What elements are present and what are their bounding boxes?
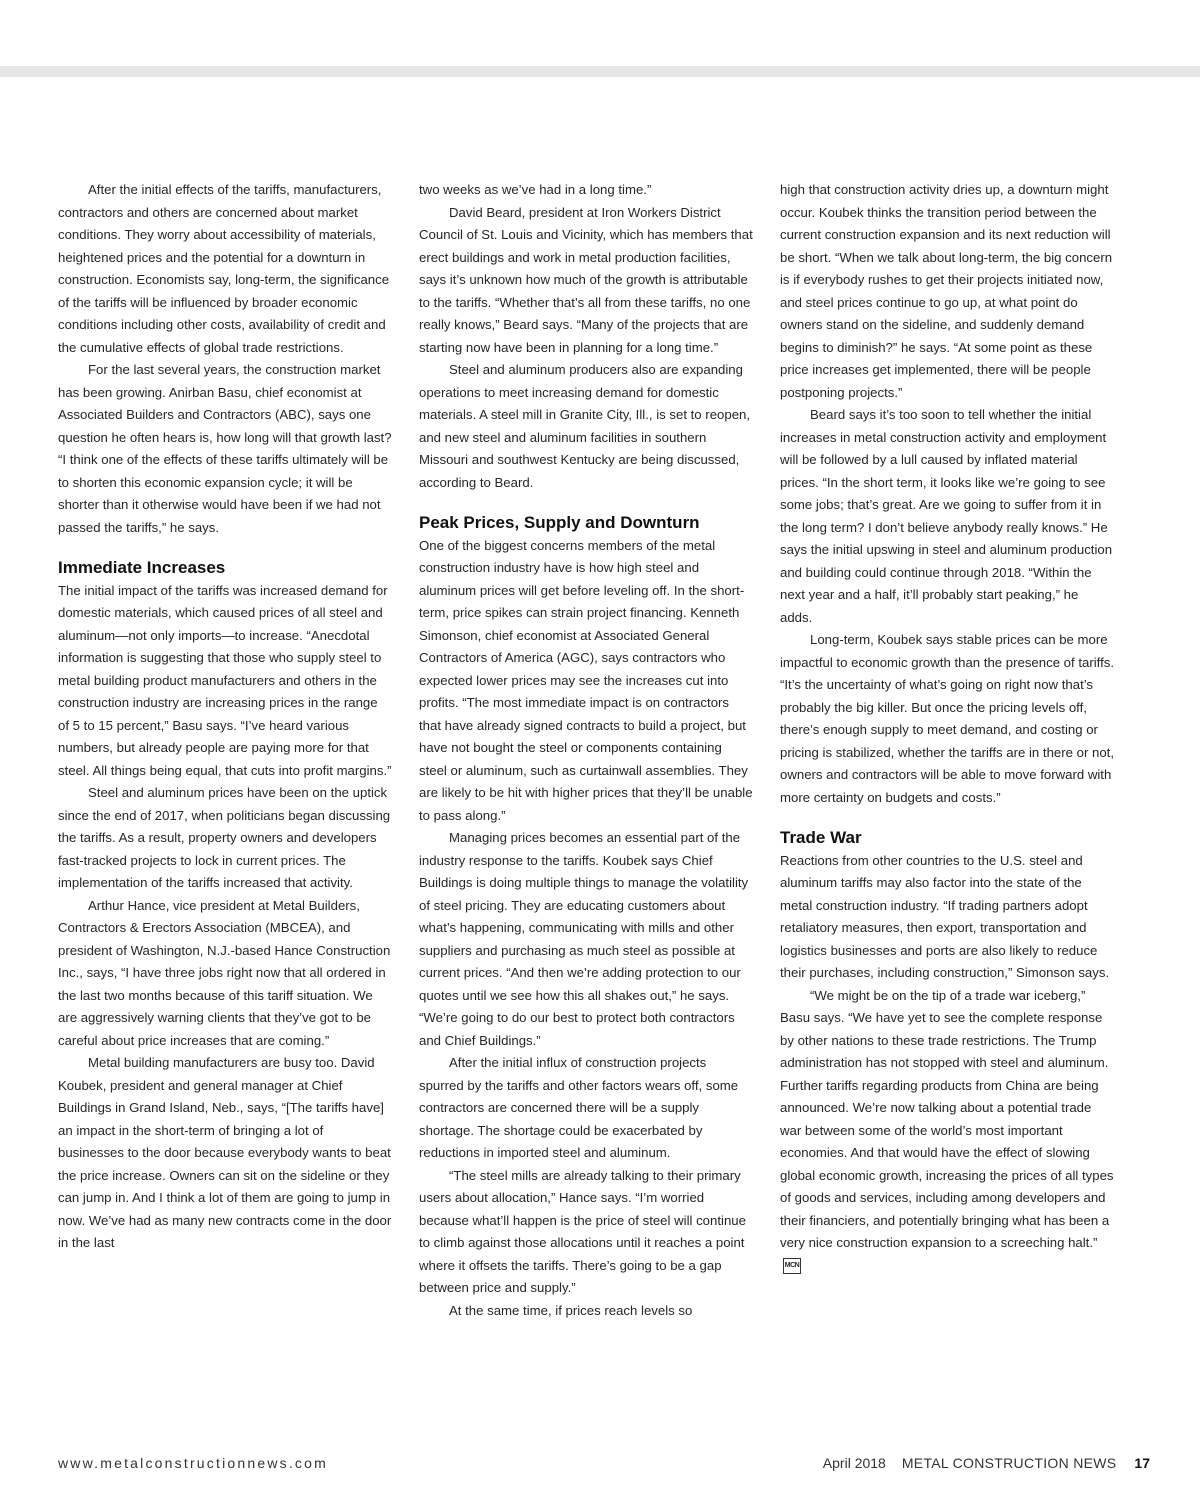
paragraph: One of the biggest concerns members of the metal construction industry have is how high steel and aluminum prices will get before leveling off. In the short-term, price spikes can strain project financing. Kenneth Simonson, chief economist at Associated General Contractors of America (AGC), says contractors who expected lower prices may see the increases cut into profits. “The most immediate impact is on contractors that have already signed contracts to build a project, but have not bought the steel or components containing steel or aluminum, such as curtainwall assemblies. They are likely to be hit with higher prices that they’ll be unable to pass along.” xyxy=(419,537,753,823)
paragraph: “The steel mills are already talking to their primary users about allocation,” Hance says. “I’m worried because what’ll happen is the price of steel will continue to climb against those allocations until it reaches a point where it offsets the tariffs. There’s going to be a gap between price and supply.” xyxy=(419,1167,746,1295)
section-heading-trade-war: Trade War xyxy=(780,828,862,847)
footer-website-url: www.metalconstructionnews.com xyxy=(58,1455,328,1471)
article-column-2 xyxy=(419,179,753,1322)
paragraph: two weeks as we’ve had in a long time.” xyxy=(419,182,652,197)
paragraph: After the initial effects of the tariffs, manufacturers, contractors and others are concerned about market conditions. They worry about accessibility of materials, heightened prices and the potential for a downturn in construction. Economists say, long-term, the significance of the tariffs will be influenced by broader economic conditions including other costs, availability of credit and the cumulative effects of global trade restrictions. xyxy=(58,182,390,355)
section-heading-immediate-increases: Immediate Increases xyxy=(58,558,226,577)
top-gray-band xyxy=(0,66,1200,77)
page-number: 17 xyxy=(1134,1455,1150,1471)
paragraph: high that construction activity dries up, a downturn might occur. Koubek thinks the transition period between the current construction expansion and its next reduction will be short. “When we talk about long-term, the big concern is if everybody rushes to get their projects initiated now, and steel prices continue to go up, at what point do owners stand on the sideline, and suddenly demand begins to diminish?” he says. “At some point as these price increases get implemented, there will be people postponing projects.” xyxy=(780,182,1113,400)
paragraph: Reactions from other countries to the U.S. steel and aluminum tariffs may also factor into the state of the metal construction industry. “If trading partners adopt retaliatory measures, then export, transportation and logistics businesses and ports are also likely to reduce their purchases, including construction,” Simonson says. xyxy=(780,852,1110,980)
section-heading-peak-prices: Peak Prices, Supply and Downturn xyxy=(419,513,700,532)
paragraph-text: “We might be on the tip of a trade war iceberg,” Basu says. “We have yet to see the complete response by other nations to these trade restrictions. The Trump administration has not stopped with steel and aluminum. Further tariffs regarding products from China are being announced. We’re now talking about a potential trade war between some of the world’s most important economies. And that would have the effect of slowing global economic growth, increasing the prices of all types of goods and services, including among developers and their financiers, and potentially bringing what has been a very nice construction expansion to a screeching halt.” xyxy=(780,987,1114,1250)
footer-publication-name: METAL CONSTRUCTION NEWS xyxy=(901,1455,1117,1471)
paragraph: Arthur Hance, vice president at Metal Builders, Contractors & Erectors Association (MBCEA), and president of Washington, N.J.-based Hance Construction Inc., says, “I have three jobs right now that all ordered in the last two months because of this tariff situation. We are aggressively warning clients that they’ve got to be careful about price increases that are coming.” xyxy=(58,897,391,1048)
paragraph: Steel and aluminum prices have been on the uptick since the end of 2017, when politicians began discussing the tariffs. As a result, property owners and developers fast-tracked projects to lock in current prices. The implementation of the tariffs increased that activity. xyxy=(58,785,391,890)
paragraph: Managing prices becomes an essential part of the industry response to the tariffs. Koubek says Chief Buildings is doing multiple things to manage the volatility of steel pricing. They are educating customers about what’s happening, communicating with mills and other suppliers and purchasing as much steel as possible at current prices. “And then we’re adding protection to our quotes until we see how this all shakes out,” he says. “We’re going to do our best to protect both contractors and Chief Buildings.” xyxy=(419,830,749,1048)
paragraph: David Beard, president at Iron Workers District Council of St. Louis and Vicinity, which has members that erect buildings and work in metal production facilities, says it’s unknown how much of the growth is attributable to the tariffs. “Whether that’s all from these tariffs, no one really knows,” Beard says. “Many of the projects that are starting now have been in planning for a long time.” xyxy=(419,204,753,355)
paragraph-final xyxy=(780,985,1114,1278)
article-column-3 xyxy=(780,179,1114,1277)
mcn-end-mark-icon: MCN xyxy=(783,1258,801,1274)
paragraph: Steel and aluminum producers also are expanding operations to meet increasing demand for domestic materials. A steel mill in Granite City, Ill., is set to reopen, and new steel and aluminum facilities in southern Missouri and southwest Kentucky are being discussed, according to Beard. xyxy=(419,362,751,490)
paragraph: For the last several years, the construction market has been growing. Anirban Basu, chief economist at Associated Builders and Contractors (ABC), says one question he often hears is, how long will that growth last? “I think one of the effects of these tariffs ultimately will be to shorten this economic expansion cycle; it will be shorter than it otherwise would have been if we had not passed the tariffs,” he says. xyxy=(58,362,392,535)
paragraph: Long-term, Koubek says stable prices can be more impactful to economic growth than the presence of tariffs. “It’s the uncertainty of what’s going on right now that’s probably the big killer. But once the pricing levels off, there’s enough supply to meet demand, and costing or pricing is stabilized, whether the tariffs are in there or not, owners and contractors will be able to move forward with more certainty on budgets and costs.” xyxy=(780,632,1115,805)
paragraph: The initial impact of the tariffs was increased demand for domestic materials, which caused prices of all steel and aluminum—not only imports—to increase. “Anecdotal information is suggesting that those who supply steel to metal building product manufacturers and others in the construction industry are increasing prices in the range of 5 to 15 percent,” Basu says. “I’ve heard various numbers, but already people are paying more for that steel. All things being equal, that cuts into profit margins.” xyxy=(58,582,392,778)
paragraph: After the initial influx of construction projects spurred by the tariffs and other factors wears off, some contractors are concerned there will be a supply shortage. The shortage could be exacerbated by reductions in imported steel and aluminum. xyxy=(419,1055,739,1160)
paragraph: At the same time, if prices reach levels so xyxy=(449,1302,693,1318)
paragraph: Beard says it’s too soon to tell whether the initial increases in metal construction activity and employment will be followed by a lull caused by inflated material prices. “In the short term, it looks like we’re going to see some jobs; that’s great. Are we going to suffer from it in the long term? I don’t believe anybody really knows.” He says the initial upswing in steel and aluminum production and building could continue through 2018. “Within the next year and a half, it’ll probably start peaking,” he adds. xyxy=(780,407,1113,625)
footer-issue-date: April 2018 xyxy=(822,1455,886,1471)
article-column-1 xyxy=(58,179,392,1255)
paragraph: Metal building manufacturers are busy too. David Koubek, president and general manager at Chief Buildings in Grand Island, Neb., says, “[The tariffs have] an impact in the short-term of bringing a lot of businesses to the door because everybody wants to beat the price increase. Owners can sit on the sideline or they can jump in. And I think a lot of them are going to jump in now. We’ve had as many new contracts come in the door in the last xyxy=(58,1055,392,1250)
footer-folio xyxy=(823,1455,1150,1471)
